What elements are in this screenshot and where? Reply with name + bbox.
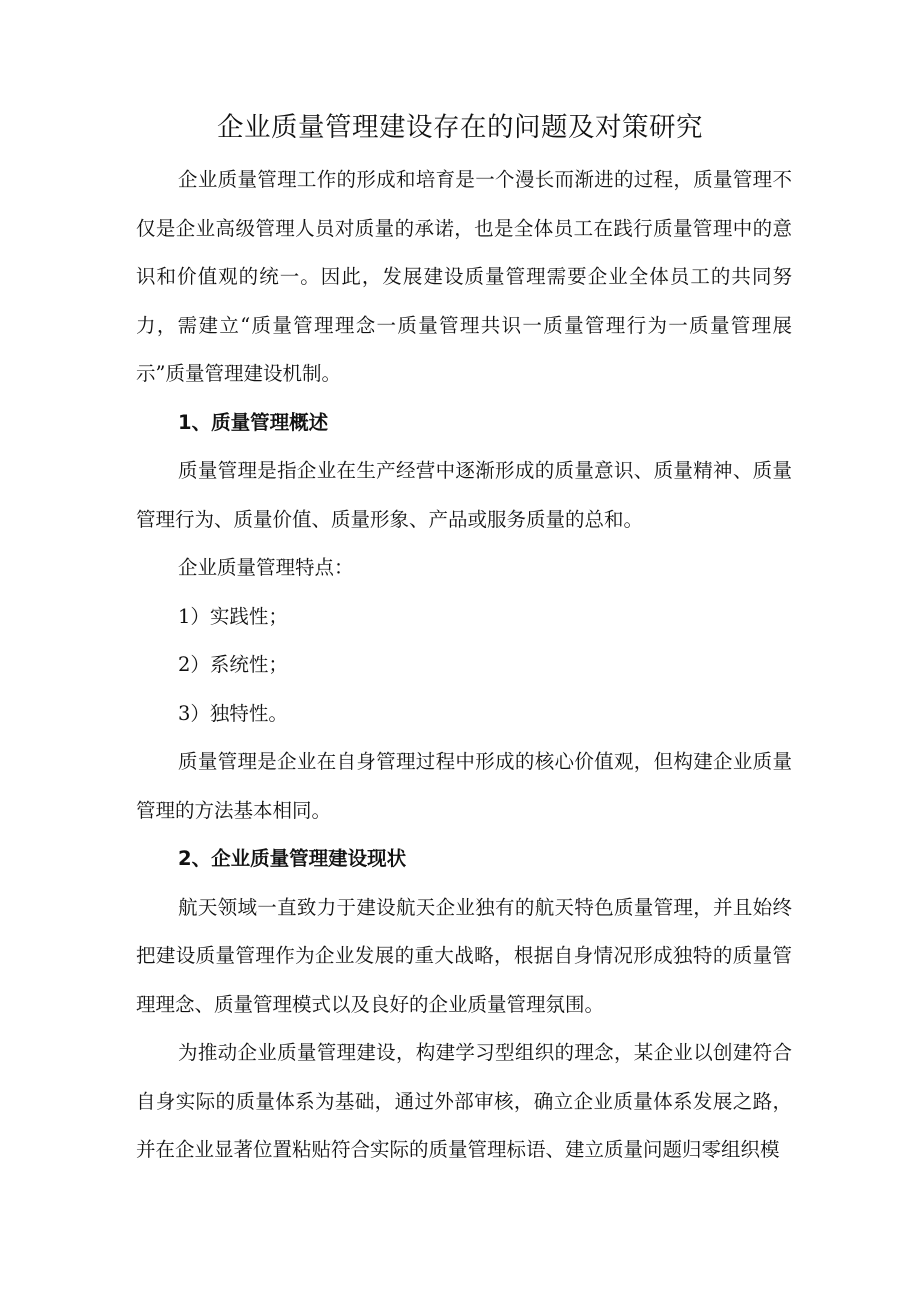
aerospace-paragraph: 航天领域一直致力于建设航天企业独有的航天特色质量管理，并且始终把建设质量管理作为企业发展的重大战略，根据自身情况形成独特的质量管理理念、质量管理模式以及良好的企业质量管理氛围。 bbox=[136, 895, 792, 1016]
document-title: 企业质量管理建设存在的问题及对策研究 bbox=[217, 112, 703, 143]
list-item: 1）实践性； bbox=[178, 604, 288, 628]
document-body bbox=[136, 156, 792, 1175]
definition-paragraph: 质量管理是指企业在生产经营中逐渐形成的质量意识、质量精神、质量管理行为、质量价值、质量形象、产品或服务质量的总和。 bbox=[136, 459, 792, 531]
features-intro: 企业质量管理特点： bbox=[178, 556, 354, 579]
intro-paragraph: 企业质量管理工作的形成和培育是一个漫长而渐进的过程，质量管理不仅是企业高级管理人员对质量的承诺，也是全体员工在践行质量管理中的意识和价值观的统一。因此，发展建设质量管理需要企业全体员工的共同努力，需建立“质量管理理念一质量管理共识一质量管理行为一质量管理展示”质量管理建设机制。 bbox=[136, 168, 792, 385]
core-value-paragraph: 质量管理是企业在自身管理过程中形成的核心价值观，但构建企业质量管理的方法基本相同。 bbox=[136, 750, 792, 822]
section-heading-status: 2、企业质量管理建设现状 bbox=[178, 847, 407, 870]
promotion-paragraph: 为推动企业质量管理建设，构建学习型组织的理念，某企业以创建符合自身实际的质量体系为基础，通过外部审核，确立企业质量体系发展之路，并在企业显著位置粘贴符合实际的质量管理标语、建立质量问题归零组织模 bbox=[136, 1041, 792, 1161]
list-item: 2）系统性； bbox=[178, 653, 288, 676]
section-heading-overview: 1、质量管理概述 bbox=[178, 410, 329, 434]
list-item: 3）独特性。 bbox=[178, 701, 288, 725]
